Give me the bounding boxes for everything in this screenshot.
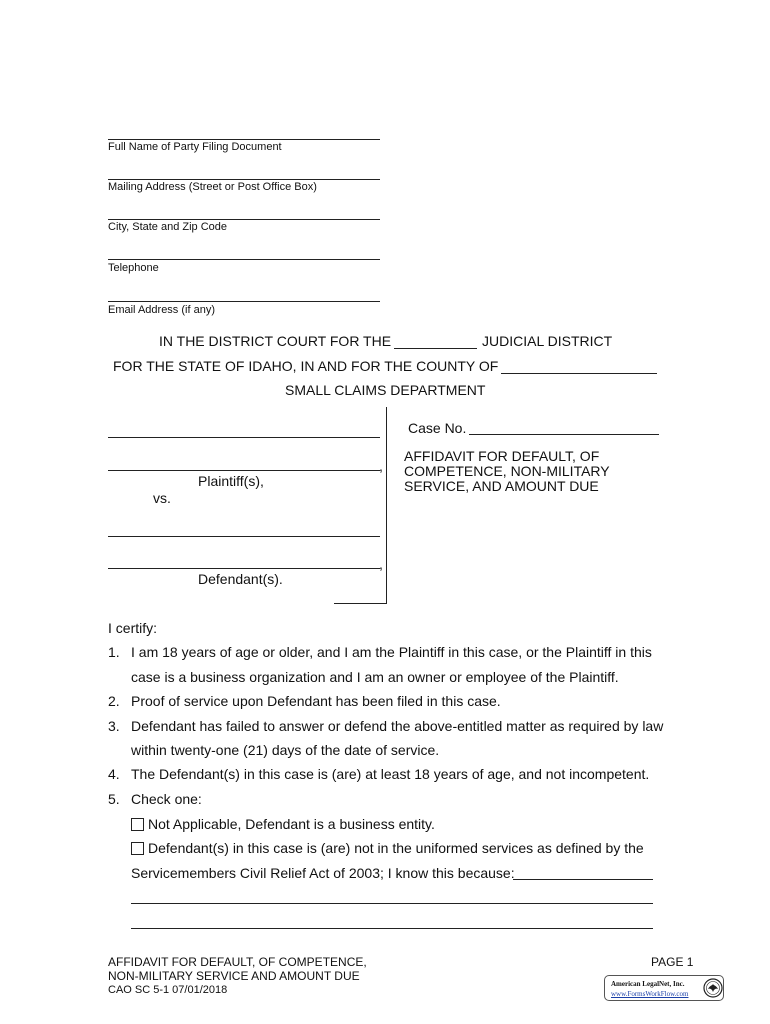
defendant-line-2[interactable] xyxy=(108,568,380,569)
item-text: Check one: xyxy=(131,791,202,807)
item-text: Defendant has failed to answer or defend the above-entitled matter as required by law xyxy=(131,718,664,734)
option-not-applicable-label: Not Applicable, Defendant is a business entity. xyxy=(148,816,435,832)
item-number: 3. xyxy=(108,718,120,734)
mailing-address-label: Mailing Address (Street or Post Office Box) xyxy=(108,181,317,193)
defendant-label: Defendant(s). xyxy=(198,571,283,587)
form-code: CAO SC 5-1 07/01/2018 xyxy=(108,984,228,996)
court-line-2: FOR THE STATE OF IDAHO, IN AND FOR THE COUNTY OF xyxy=(113,358,499,374)
seal-website-link[interactable]: www.FormsWorkFlow.com xyxy=(611,990,689,998)
vs-label: vs. xyxy=(153,490,171,506)
email-label: Email Address (if any) xyxy=(108,304,215,316)
city-state-zip-label: City, State and Zip Code xyxy=(108,221,228,233)
judicial-district-blank[interactable] xyxy=(394,348,477,349)
option-non-military-label: Defendant(s) in this case is (are) not in the uniformed services as defined by the xyxy=(148,840,644,856)
document-title-line-2: COMPETENCE, NON-MILITARY xyxy=(404,463,610,479)
footer-title-line-2: NON-MILITARY SERVICE AND AMOUNT DUE xyxy=(108,969,360,983)
certify-label: I certify: xyxy=(108,620,158,636)
court-line-3: SMALL CLAIMS DEPARTMENT xyxy=(285,382,486,398)
email-line[interactable] xyxy=(108,301,380,302)
case-no-blank[interactable] xyxy=(469,434,659,435)
full-name-label: Full Name of Party Filing Document xyxy=(108,141,282,153)
county-blank[interactable] xyxy=(501,373,657,374)
item-number: 2. xyxy=(108,693,120,709)
court-line-1a: IN THE DISTRICT COURT FOR THE xyxy=(159,333,392,349)
document-title-line-3: SERVICE, AND AMOUNT DUE xyxy=(404,478,599,494)
list-item xyxy=(108,693,501,709)
eagle-emblem-icon xyxy=(703,978,723,998)
telephone-line[interactable] xyxy=(108,259,380,260)
city-state-zip-line[interactable] xyxy=(108,219,380,220)
checkbox-not-applicable[interactable] xyxy=(131,818,144,831)
checkbox-non-military[interactable] xyxy=(131,842,144,855)
caption-bottom-rule xyxy=(334,603,387,604)
list-item xyxy=(108,718,663,734)
plaintiff-label: Plaintiff(s), xyxy=(198,473,264,489)
document-title-line-1: AFFIDAVIT FOR DEFAULT, OF xyxy=(404,448,600,464)
defendant-line-1[interactable] xyxy=(108,536,380,537)
plaintiff-line-1[interactable] xyxy=(108,437,380,438)
footer-title-line-1: AFFIDAVIT FOR DEFAULT, OF COMPETENCE, xyxy=(108,955,367,969)
item-text-continued: within twenty-one (21) days of the date of service. xyxy=(131,742,440,758)
item-number: 4. xyxy=(108,766,120,782)
plaintiff-comma: , xyxy=(379,458,383,474)
telephone-label: Telephone xyxy=(108,262,159,274)
seal-company-text: American LegalNet, Inc. xyxy=(611,980,685,988)
explanation-blank-1[interactable] xyxy=(513,879,653,880)
list-item xyxy=(108,766,649,782)
explanation-blank-3[interactable] xyxy=(131,928,653,929)
case-no-label: Case No. xyxy=(408,420,467,436)
list-item xyxy=(108,791,202,807)
plaintiff-line-2[interactable] xyxy=(108,470,380,471)
caption-divider xyxy=(386,407,387,603)
full-name-line[interactable] xyxy=(108,139,380,140)
item-text: The Defendant(s) in this case is (are) at least 18 years of age, and not incompetent. xyxy=(131,766,650,782)
item-text-continued: case is a business organization and I am an owner or employee of the Plaintiff. xyxy=(131,669,619,685)
defendant-comma: , xyxy=(379,556,383,572)
item-number: 1. xyxy=(108,644,120,660)
item-text: Proof of service upon Defendant has been filed in this case. xyxy=(131,693,501,709)
court-line-1b: JUDICIAL DISTRICT xyxy=(482,333,613,349)
list-item xyxy=(108,644,652,660)
explanation-blank-2[interactable] xyxy=(131,903,653,904)
mailing-address-line[interactable] xyxy=(108,179,380,180)
item-text: I am 18 years of age or older, and I am the Plaintiff in this case, or the Plaintiff in this xyxy=(131,644,652,660)
item-number: 5. xyxy=(108,791,120,807)
publisher-seal xyxy=(604,975,724,1001)
page-number: PAGE 1 xyxy=(651,955,694,969)
option-non-military-continued: Servicemembers Civil Relief Act of 2003; I know this because: xyxy=(131,865,515,881)
